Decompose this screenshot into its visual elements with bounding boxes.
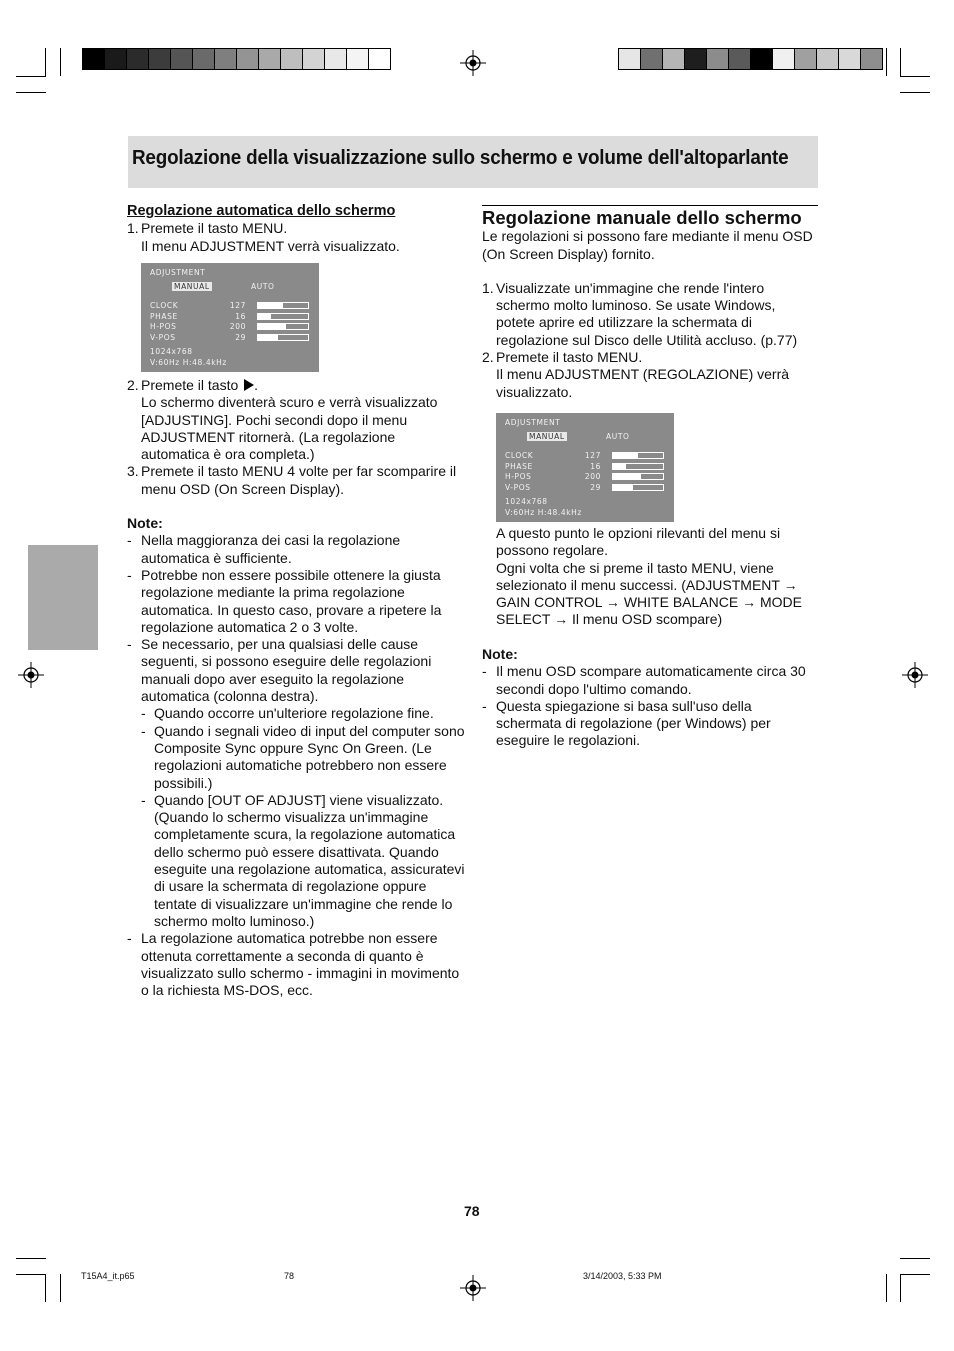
color-swatch xyxy=(839,49,861,69)
osd-slider-bar xyxy=(257,313,309,320)
osd-row-value: 127 xyxy=(229,301,246,310)
color-swatch xyxy=(751,49,773,69)
subnote-text: Quando occorre un'ulteriore regolazione fine. xyxy=(154,705,434,722)
step-text-part: Premete il tasto xyxy=(141,377,239,393)
osd-row-label: H-POS xyxy=(505,472,532,481)
osd-row-value: 29 xyxy=(590,482,601,492)
intro-text: Le regolazioni si possono fare mediante il menu OSD (On Screen Display) fornito. xyxy=(482,228,813,262)
osd-resolution: 1024x768 xyxy=(150,347,193,356)
note-item: - La regolazione automatica potrebbe non essere ottenuta correttamente a seconda di quanto è visualizzato sullo schermo - immagini in movimento o la richiesta MS-DOS, ecc. xyxy=(127,930,465,999)
color-swatch xyxy=(127,49,149,69)
step-text: Il menu ADJUSTMENT verrà visualizzato. xyxy=(141,237,400,254)
step-text: Premete il tasto . xyxy=(141,377,259,393)
subnote-item: - Quando occorre un'ulteriore regolazione fine. xyxy=(127,705,465,722)
heading-rule xyxy=(482,205,818,206)
color-swatch xyxy=(369,49,390,69)
right-column-continued xyxy=(496,525,818,629)
osd-frequency: V:60Hz H:48.4kHz xyxy=(505,508,582,517)
step-text: Lo schermo diventerà scuro e verrà visualizzato [ADJUSTING]. Pochi secondi dopo il menu ADJUSTMENT ritornerà. (La regolazione automatica è ora completa.) xyxy=(141,394,438,463)
osd-slider-fill xyxy=(613,453,638,458)
osd-row-value: 127 xyxy=(584,451,601,460)
crop-mark-icon xyxy=(16,1274,46,1275)
color-swatch xyxy=(325,49,347,69)
osd-slider-bar xyxy=(257,302,309,309)
subnote-text: Quando i segnali video di input del computer sono Composite Sync oppure Sync On Green. (Le regolazioni automatiche potrebbero non essere possibili.) xyxy=(154,722,465,791)
side-tab xyxy=(28,545,98,650)
subnote-item: - Quando i segnali video di input del computer sono Composite Sync oppure Sync On Green. (Le regolazioni automatiche potrebbero non essere possibili.) xyxy=(141,722,465,791)
crop-mark-icon xyxy=(900,92,930,93)
crop-mark-icon xyxy=(886,1274,887,1302)
note-title: Note: xyxy=(482,646,518,662)
registration-mark-icon xyxy=(902,662,928,688)
step-number: 2. xyxy=(127,377,139,393)
osd-row-value: 29 xyxy=(235,332,246,342)
subnote-text: Quando [OUT OF ADJUST] viene visualizzato. (Quando lo schermo visualizza un'immagine completamente scura, la regolazione automatica dello schermo può essere disattivata. Quando eseguite una regolazione automatica, assicuratevi di usare la schermata di regolazione oppure tentate di visualizzare un'immagine che rende lo schermo molto luminoso.) xyxy=(154,791,465,929)
color-swatch xyxy=(193,49,215,69)
left-column-continued xyxy=(127,377,465,999)
note-text: Se necessario, per una qualsiasi delle cause seguenti, si possono eseguire delle regolazioni manuali dopo aver eseguito la regolazione automatica (colonna destra). xyxy=(141,636,432,705)
color-swatch xyxy=(861,49,882,69)
crop-mark-icon xyxy=(45,1274,46,1302)
after-text: A questo punto le opzioni rilevanti del menu si possono regolare. xyxy=(496,525,781,559)
after-text: Ogni volta che si preme il tasto MENU, viene selezionato il menu successi. (ADJUSTMENT → GAIN CONTROL → WHITE BALANCE → MODE SELECT → Il menu OSD scompare) xyxy=(496,559,802,628)
color-swatch xyxy=(237,49,259,69)
footer-page: 78 xyxy=(284,1271,295,1281)
left-step-3 xyxy=(127,463,465,498)
color-swatch xyxy=(729,49,751,69)
step-text: Premete il tasto MENU. xyxy=(496,349,643,366)
note-item: - Nella maggioranza dei casi la regolazione automatica è sufficiente. xyxy=(127,532,465,567)
osd-resolution: 1024x768 xyxy=(505,497,548,506)
color-swatch xyxy=(347,49,369,69)
osd-tab-manual: MANUAL xyxy=(174,282,210,291)
page-number: 78 xyxy=(464,1203,480,1219)
osd-row-label: V-POS xyxy=(150,332,176,342)
color-swatch xyxy=(663,49,685,69)
step-number: 2. xyxy=(482,349,494,366)
crop-mark-icon xyxy=(900,1274,930,1275)
title-band xyxy=(128,136,818,188)
crop-mark-icon xyxy=(900,76,930,77)
osd-slider-fill xyxy=(258,314,271,319)
color-swatch xyxy=(171,49,193,69)
osd-slider-fill xyxy=(613,474,641,479)
page-title: Regolazione della visualizzazione sullo schermo e volume dell'altoparlante xyxy=(132,146,789,169)
osd-slider-bar xyxy=(612,473,664,480)
osd-title: ADJUSTMENT xyxy=(505,418,561,427)
osd-row-label: PHASE xyxy=(150,311,178,321)
footer-date: 3/14/2003, 5:33 PM xyxy=(583,1271,662,1281)
note-item: - Questa spiegazione si basa sull'uso della schermata di regolazione (per Windows) per eseguire le regolazioni. xyxy=(482,698,818,750)
color-swatch xyxy=(259,49,281,69)
osd-slider-bar xyxy=(257,323,309,330)
osd-row-value: 16 xyxy=(590,461,601,471)
note-text: La regolazione automatica potrebbe non essere ottenuta correttamente a seconda di quanto è visualizzato sullo schermo - immagini in movimento o la richiesta MS-DOS, ecc. xyxy=(141,930,460,999)
osd-slider-bar xyxy=(612,452,664,459)
left-step-2 xyxy=(127,377,465,463)
osd-slider-fill xyxy=(258,303,283,308)
osd-adjustment-menu-right xyxy=(496,413,674,522)
color-swatch xyxy=(685,49,707,69)
osd-tab-auto: AUTO xyxy=(606,432,630,441)
color-swatch xyxy=(641,49,663,69)
registration-mark-icon xyxy=(460,50,486,76)
right-notes xyxy=(482,646,818,750)
note-text: Nella maggioranza dei casi la regolazione automatica è sufficiente. xyxy=(141,532,401,566)
crop-mark-icon xyxy=(900,48,901,76)
crop-mark-icon xyxy=(900,1274,901,1302)
note-item: - Potrebbe non essere possibile ottenere la giusta regolazione mediante la prima regolazione automatica. In questo caso, provare a ripetere la regolazione automatica 2 o 3 volte. xyxy=(127,567,465,636)
color-swatch xyxy=(619,49,641,69)
color-swatch xyxy=(105,49,127,69)
color-swatch-bar-right xyxy=(618,48,883,70)
osd-adjustment-menu-left xyxy=(141,263,319,372)
right-step-1 xyxy=(482,280,818,349)
color-swatch xyxy=(215,49,237,69)
osd-row-label: V-POS xyxy=(505,482,531,492)
osd-slider-bar xyxy=(612,484,664,491)
osd-row-label: H-POS xyxy=(150,322,177,331)
osd-row-label: CLOCK xyxy=(150,301,179,310)
color-swatch xyxy=(149,49,171,69)
footer-file: T15A4_it.p65 xyxy=(81,1271,135,1281)
step-text: Premete il tasto MENU 4 volte per far scomparire il menu OSD (On Screen Display). xyxy=(141,463,457,497)
right-heading: Regolazione manuale dello schermo xyxy=(482,207,802,228)
osd-tab-manual: MANUAL xyxy=(529,432,565,441)
color-swatch xyxy=(303,49,325,69)
left-step-1 xyxy=(127,220,465,255)
left-heading: Regolazione automatica dello schermo xyxy=(127,203,396,219)
crop-mark-icon xyxy=(60,48,61,76)
crop-mark-icon xyxy=(16,1258,46,1259)
color-swatch xyxy=(773,49,795,69)
note-text: Il menu OSD scompare automaticamente circa 30 secondi dopo l'ultimo comando. xyxy=(496,663,806,697)
osd-row-value: 200 xyxy=(584,472,601,481)
crop-mark-icon xyxy=(16,76,46,77)
right-step-2 xyxy=(482,349,818,401)
step-text: Il menu ADJUSTMENT (REGOLAZIONE) verrà visualizzato. xyxy=(496,366,790,400)
osd-frequency: V:60Hz H:48.4kHz xyxy=(150,358,227,367)
step-number: 1. xyxy=(482,279,494,296)
note-title: Note: xyxy=(127,515,163,532)
note-item: - Se necessario, per una qualsiasi delle cause seguenti, si possono eseguire delle regolazioni manuali dopo aver eseguito la regolazione automatica (colonna destra). xyxy=(127,636,465,705)
osd-row-label: PHASE xyxy=(505,461,533,471)
color-swatch xyxy=(795,49,817,69)
registration-mark-icon xyxy=(460,1275,486,1301)
registration-mark-icon xyxy=(18,662,44,688)
subnote-item: - Quando [OUT OF ADJUST] viene visualizzato. (Quando lo schermo visualizza un'immagine completamente scura, la regolazione automatica dello schermo può essere disattivata. Quando eseguite una regolazione automatica, assicuratevi di usare la schermata di regolazione oppure tentate di visualizzare un'immagine che rende lo schermo molto luminoso.) xyxy=(141,791,465,929)
right-column xyxy=(482,209,818,401)
note-text: Questa spiegazione si basa sull'uso della schermata di regolazione (per Windows) per eseguire le regolazioni. xyxy=(496,697,771,749)
color-swatch xyxy=(83,49,105,69)
step-text: Premete il tasto MENU. xyxy=(141,220,288,237)
right-triangle-icon xyxy=(244,379,254,391)
crop-mark-icon xyxy=(900,1258,930,1259)
note-text: Potrebbe non essere possibile ottenere la giusta regolazione mediante la prima regolazione automatica. In questo caso, provare a ripetere la regolazione automatica 2 o 3 volte. xyxy=(141,566,442,635)
crop-mark-icon xyxy=(45,48,46,76)
crop-mark-icon xyxy=(60,1274,61,1302)
osd-tab-auto: AUTO xyxy=(251,282,275,291)
color-swatch xyxy=(817,49,839,69)
osd-row-value: 200 xyxy=(229,322,246,331)
osd-slider-fill xyxy=(613,485,633,490)
step-text: Visualizzate un'immagine che rende l'intero schermo molto luminoso. Se usate Windows, potete aprire ed utilizzare la schermata di regolazione sul Disco delle Utilità accluso. (p.77) xyxy=(496,279,798,348)
crop-mark-icon xyxy=(16,92,46,93)
left-column xyxy=(127,203,465,255)
osd-slider-fill xyxy=(258,335,278,340)
osd-row-label: CLOCK xyxy=(505,451,534,460)
osd-slider-bar xyxy=(612,463,664,470)
osd-row-value: 16 xyxy=(235,311,246,321)
osd-slider-bar xyxy=(257,334,309,341)
osd-title: ADJUSTMENT xyxy=(150,268,206,277)
note-item: - Il menu OSD scompare automaticamente circa 30 secondi dopo l'ultimo comando. xyxy=(482,663,818,698)
color-swatch xyxy=(281,49,303,69)
step-number: 1. xyxy=(127,220,139,237)
step-number: 3. xyxy=(127,463,139,480)
crop-mark-icon xyxy=(886,48,887,76)
osd-slider-fill xyxy=(613,464,626,469)
osd-slider-fill xyxy=(258,324,286,329)
color-swatch xyxy=(707,49,729,69)
color-swatch-bar-left xyxy=(82,48,391,70)
